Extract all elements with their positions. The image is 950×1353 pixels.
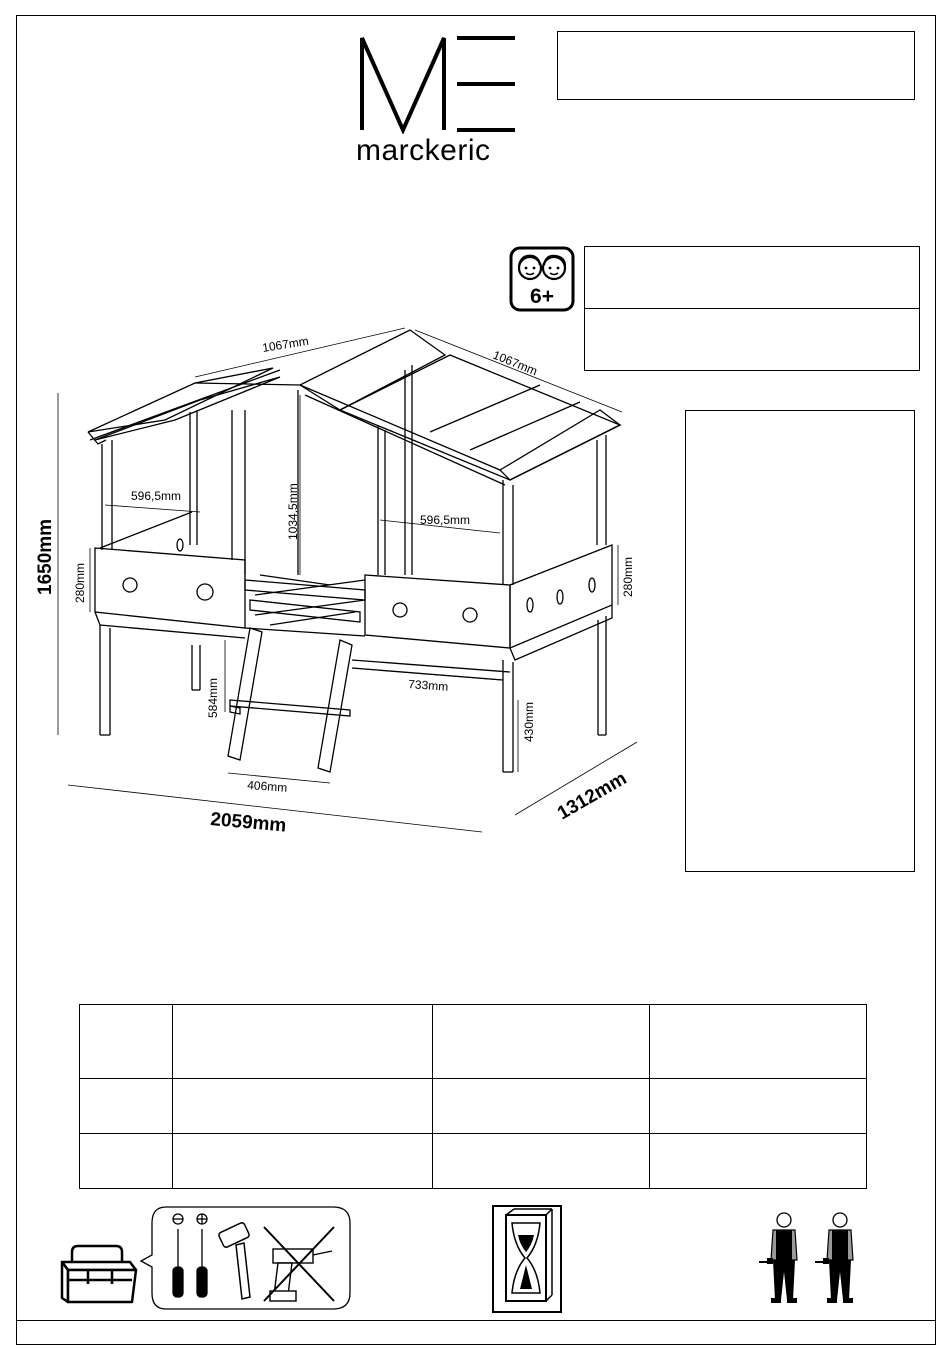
table-cell [433,1134,650,1189]
dim-rail-height-right: 280mm [621,556,635,597]
table-cell [80,1079,173,1134]
two-persons-icon [757,1210,867,1310]
dim-roof-right: 1067mm [490,347,540,379]
table-cell [80,1134,173,1189]
dim-rail-height-left: 280mm [73,562,87,603]
specification-table [79,1004,867,1189]
table-cell [650,1134,867,1189]
dim-inner-height: 1034,5mm [286,483,300,540]
info-panel [685,410,915,872]
dim-ladder-height: 584mm [206,677,220,718]
table-cell [80,1005,173,1079]
table-cell [173,1079,433,1134]
brand-name: marckeric [356,134,491,167]
person-icon [759,1213,797,1303]
brand-logo-mark [355,34,520,134]
toolbox-icon [58,1240,138,1306]
person-icon [815,1213,853,1303]
table-cell [650,1005,867,1079]
dim-ladder-width: 406mm [246,778,288,795]
dim-roof-left: 1067mm [261,333,310,355]
dim-mattress-span: 733mm [407,677,449,694]
table-row [80,1134,867,1189]
dim-total-length: 2059mm [209,809,288,837]
tools-bubble [138,1205,353,1311]
table-cell [173,1134,433,1189]
footer-divider [16,1320,936,1321]
dim-total-depth: 1312mm [554,768,631,825]
table-cell [650,1079,867,1134]
table-cell [433,1079,650,1134]
table-cell [433,1005,650,1079]
bed-dimension-drawing [20,320,660,850]
dim-total-height: 1650mm [35,518,56,595]
table-cell [173,1005,433,1079]
dim-leg-height: 430mm [522,701,536,742]
product-title-box [557,31,915,100]
age-badge-label: 6+ [530,285,554,308]
age-badge-icon [509,246,575,312]
table-row [80,1079,867,1134]
dim-inner-width-left: 596,5mm [131,489,182,503]
dim-inner-width-right: 596,5mm [420,513,471,527]
table-row [80,1005,867,1079]
hourglass-icon [492,1205,562,1313]
warning-box-top [584,246,920,309]
